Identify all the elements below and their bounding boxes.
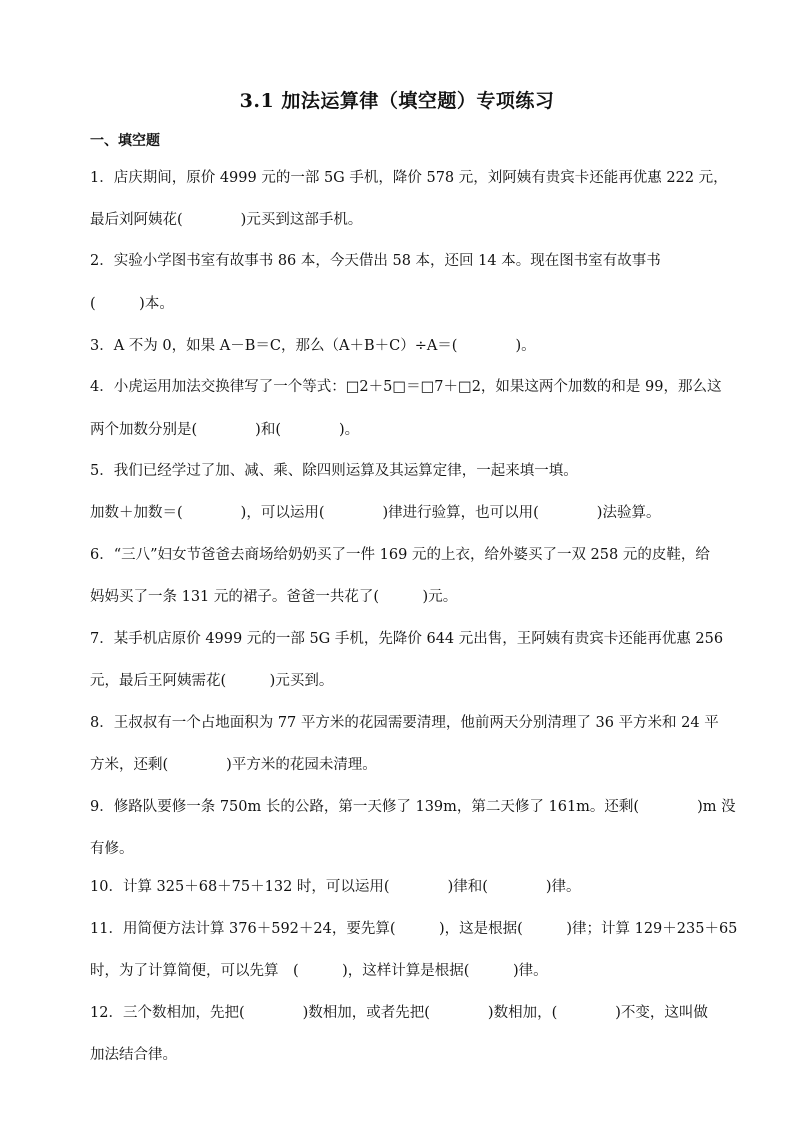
question-1-line-1: 1．店庆期间，原价 4999 元的一部 5G 手机，降价 578 元，刘阿姨有贵宾卡还能再优惠 222 元， — [90, 170, 728, 186]
question-3-line-1: 3．A 不为 0，如果 A－B＝C，那么（A＋B＋C）÷A＝( )。 — [90, 338, 536, 354]
question-2-line-2: ( )本。 — [90, 296, 174, 312]
question-7-line-2: 元，最后王阿姨需花( )元买到。 — [90, 673, 334, 689]
question-6-line-1: 6．“三八”妇女节爸爸去商场给奶奶买了一件 169 元的上衣，给外婆买了一双 258 元的皮鞋，给 — [90, 547, 710, 563]
question-12-line-1: 12．三个数相加，先把( )数相加，或者先把( )数相加，( )不变，这叫做 — [90, 1005, 708, 1021]
question-9-line-1: 9．修路队要修一条 750m 长的公路，第一天修了 139m，第二天修了 161m。还剩( )m 没 — [90, 799, 736, 815]
page-title: 3.1 加法运算律（填空题）专项练习 — [239, 90, 555, 112]
question-8-line-2: 方米，还剩( )平方米的花园未清理。 — [90, 757, 377, 773]
question-11-line-2: 时，为了计算简便，可以先算 ( )，这样计算是根据( )律。 — [90, 963, 548, 979]
question-5-line-1: 5．我们已经学过了加、减、乘、除四则运算及其运算定律，一起来填一填。 — [90, 463, 578, 479]
question-7-line-1: 7．某手机店原价 4999 元的一部 5G 手机，先降价 644 元出售，王阿姨有贵宾卡还能再优惠 256 — [90, 631, 724, 647]
question-12-line-2: 加法结合律。 — [90, 1047, 177, 1063]
question-10-line-1: 10．计算 325＋68＋75＋132 时，可以运用( )律和( )律。 — [90, 879, 581, 895]
question-1-line-2: 最后刘阿姨花( )元买到这部手机。 — [90, 212, 363, 228]
question-9-line-2: 有修。 — [90, 841, 134, 857]
question-11-line-1: 11．用简便方法计算 376＋592＋24，要先算( )，这是根据( )律；计算 129＋235＋65 — [90, 921, 738, 937]
question-8-line-1: 8．王叔叔有一个占地面积为 77 平方米的花园需要清理，他前两天分别清理了 36 平方米和 24 平 — [90, 715, 719, 731]
section-heading: 一、填空题 — [90, 133, 160, 149]
question-4-line-1: 4．小虎运用加法交换律写了一个等式：□2＋5□＝□7＋□2，如果这两个加数的和是 99，那么这 — [90, 379, 722, 395]
question-4-line-2: 两个加数分别是( )和( )。 — [90, 422, 360, 438]
question-2-line-1: 2．实验小学图书室有故事书 86 本，今天借出 58 本，还回 14 本。现在图书室有故事书 — [90, 253, 661, 269]
question-6-line-2: 妈妈买了一条 131 元的裙子。爸爸一共花了( )元。 — [90, 589, 458, 605]
question-5-line-2: 加数＋加数＝( )，可以运用( )律进行验算，也可以用( )法验算。 — [90, 505, 661, 521]
